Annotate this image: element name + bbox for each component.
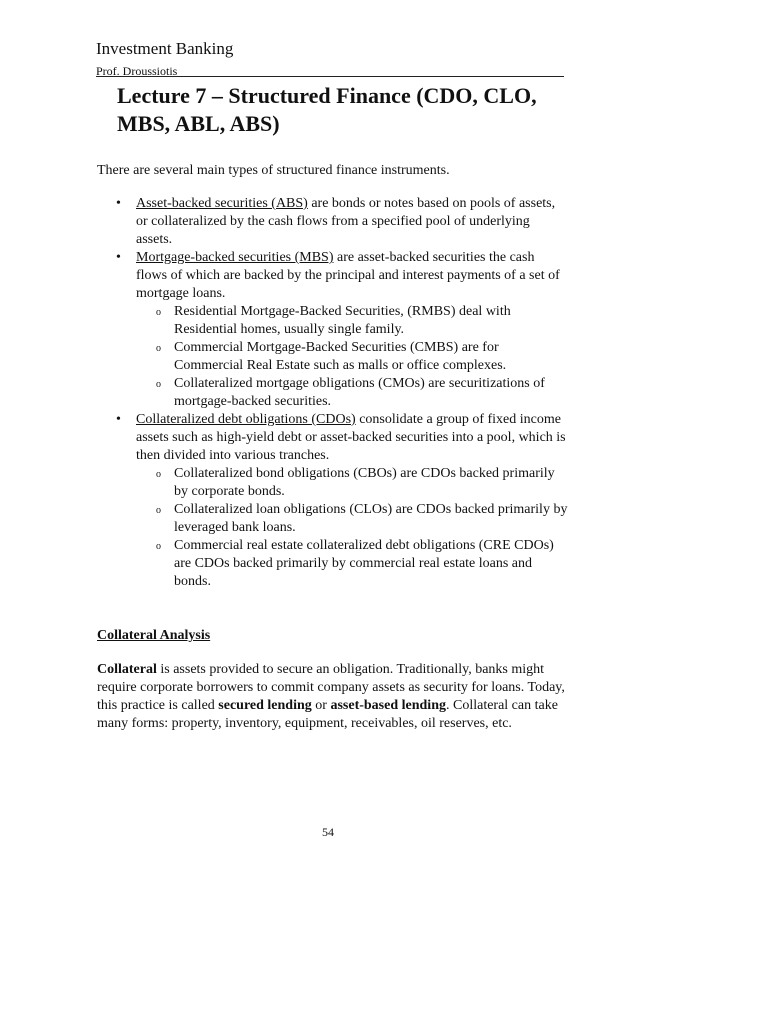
circle-bullet-icon: o [156,505,161,516]
bullet-icon: • [116,196,121,211]
sublist-text: Residential Mortgage-Backed Securities, (RMBS) deal with Residential homes, usually single family. [174,304,511,337]
list-item-abs [97,195,569,249]
course-title: Investment Banking [96,39,234,58]
sublist-item-cbo [136,465,569,501]
author-name: Prof. Droussiotis [96,64,178,78]
lecture-title: Lecture 7 – Structured Finance (CDO, CLO, MBS, ABL, ABS) [117,83,537,136]
paragraph-text: is assets provided to secure an obligation. Traditionally, banks might require corporate borrowers to commit company assets as security for loans. Today, this practice is called [97,662,565,713]
sublist-text: Commercial real estate collateralized debt obligations (CRE CDOs) are CDOs backed primarily by commercial real estate loans and bonds. [174,538,554,589]
page-number: 54 [322,825,334,839]
header-divider [96,76,564,77]
term-collateral: Collateral [97,662,157,677]
bullet-icon: • [116,250,121,265]
term-cdo: Collateralized debt obligations (CDOs) [136,412,356,427]
definition-cdo: consolidate a group of fixed income assets such as high-yield debt or asset-backed securities into a pool, which is then divided into various tranches. [136,412,566,463]
definition-abs: are bonds or notes based on pools of assets, or collateralized by the cash flows from a specified pool of underlying assets. [136,196,556,247]
definition-mbs: are asset-backed securities the cash flows of which are backed by the principal and interest payments of a set of mortgage loans. [136,250,560,301]
circle-bullet-icon: o [156,379,161,390]
sublist-item-cmo [136,375,569,411]
term-secured-lending: secured lending [218,698,312,713]
paragraph-text: . Collateral can take many forms: property, inventory, equipment, receivables, oil reserves, etc. [97,698,558,731]
sublist-text: Collateralized loan obligations (CLOs) are CDOs backed primarily by leveraged bank loans. [174,502,568,535]
term-mbs: Mortgage-backed securities (MBS) [136,250,334,265]
intro-paragraph: There are several main types of structured finance instruments. [97,163,450,178]
bullet-icon: • [116,412,121,427]
term-abs: Asset-backed securities (ABS) [136,196,308,211]
sublist-item-cre-cdo [136,537,569,591]
circle-bullet-icon: o [156,541,161,552]
sublist-item-cmbs [136,339,569,375]
circle-bullet-icon: o [156,343,161,354]
paragraph-text: or [311,698,331,713]
document-body [97,162,569,733]
sublist-text: Collateralized bond obligations (CBOs) are CDOs backed primarily by corporate bonds. [174,466,555,499]
sublist-item-rmbs [136,303,569,339]
list-item-mbs [97,249,569,411]
circle-bullet-icon: o [156,469,161,480]
collateral-paragraph [97,661,569,733]
sublist-text: Commercial Mortgage-Backed Securities (CMBS) are for Commercial Real Estate such as malls or office complexes. [174,340,507,373]
section-heading-collateral: Collateral Analysis [97,628,211,643]
instrument-list [97,195,569,591]
sublist-text: Collateralized mortgage obligations (CMOs) are securitizations of mortgage-backed securities. [174,376,545,409]
cdo-sublist [136,465,569,591]
sublist-item-clo [136,501,569,537]
mbs-sublist [136,303,569,411]
term-asset-based-lending: asset-based lending [330,698,446,713]
circle-bullet-icon: o [156,307,161,318]
list-item-cdo [97,411,569,591]
